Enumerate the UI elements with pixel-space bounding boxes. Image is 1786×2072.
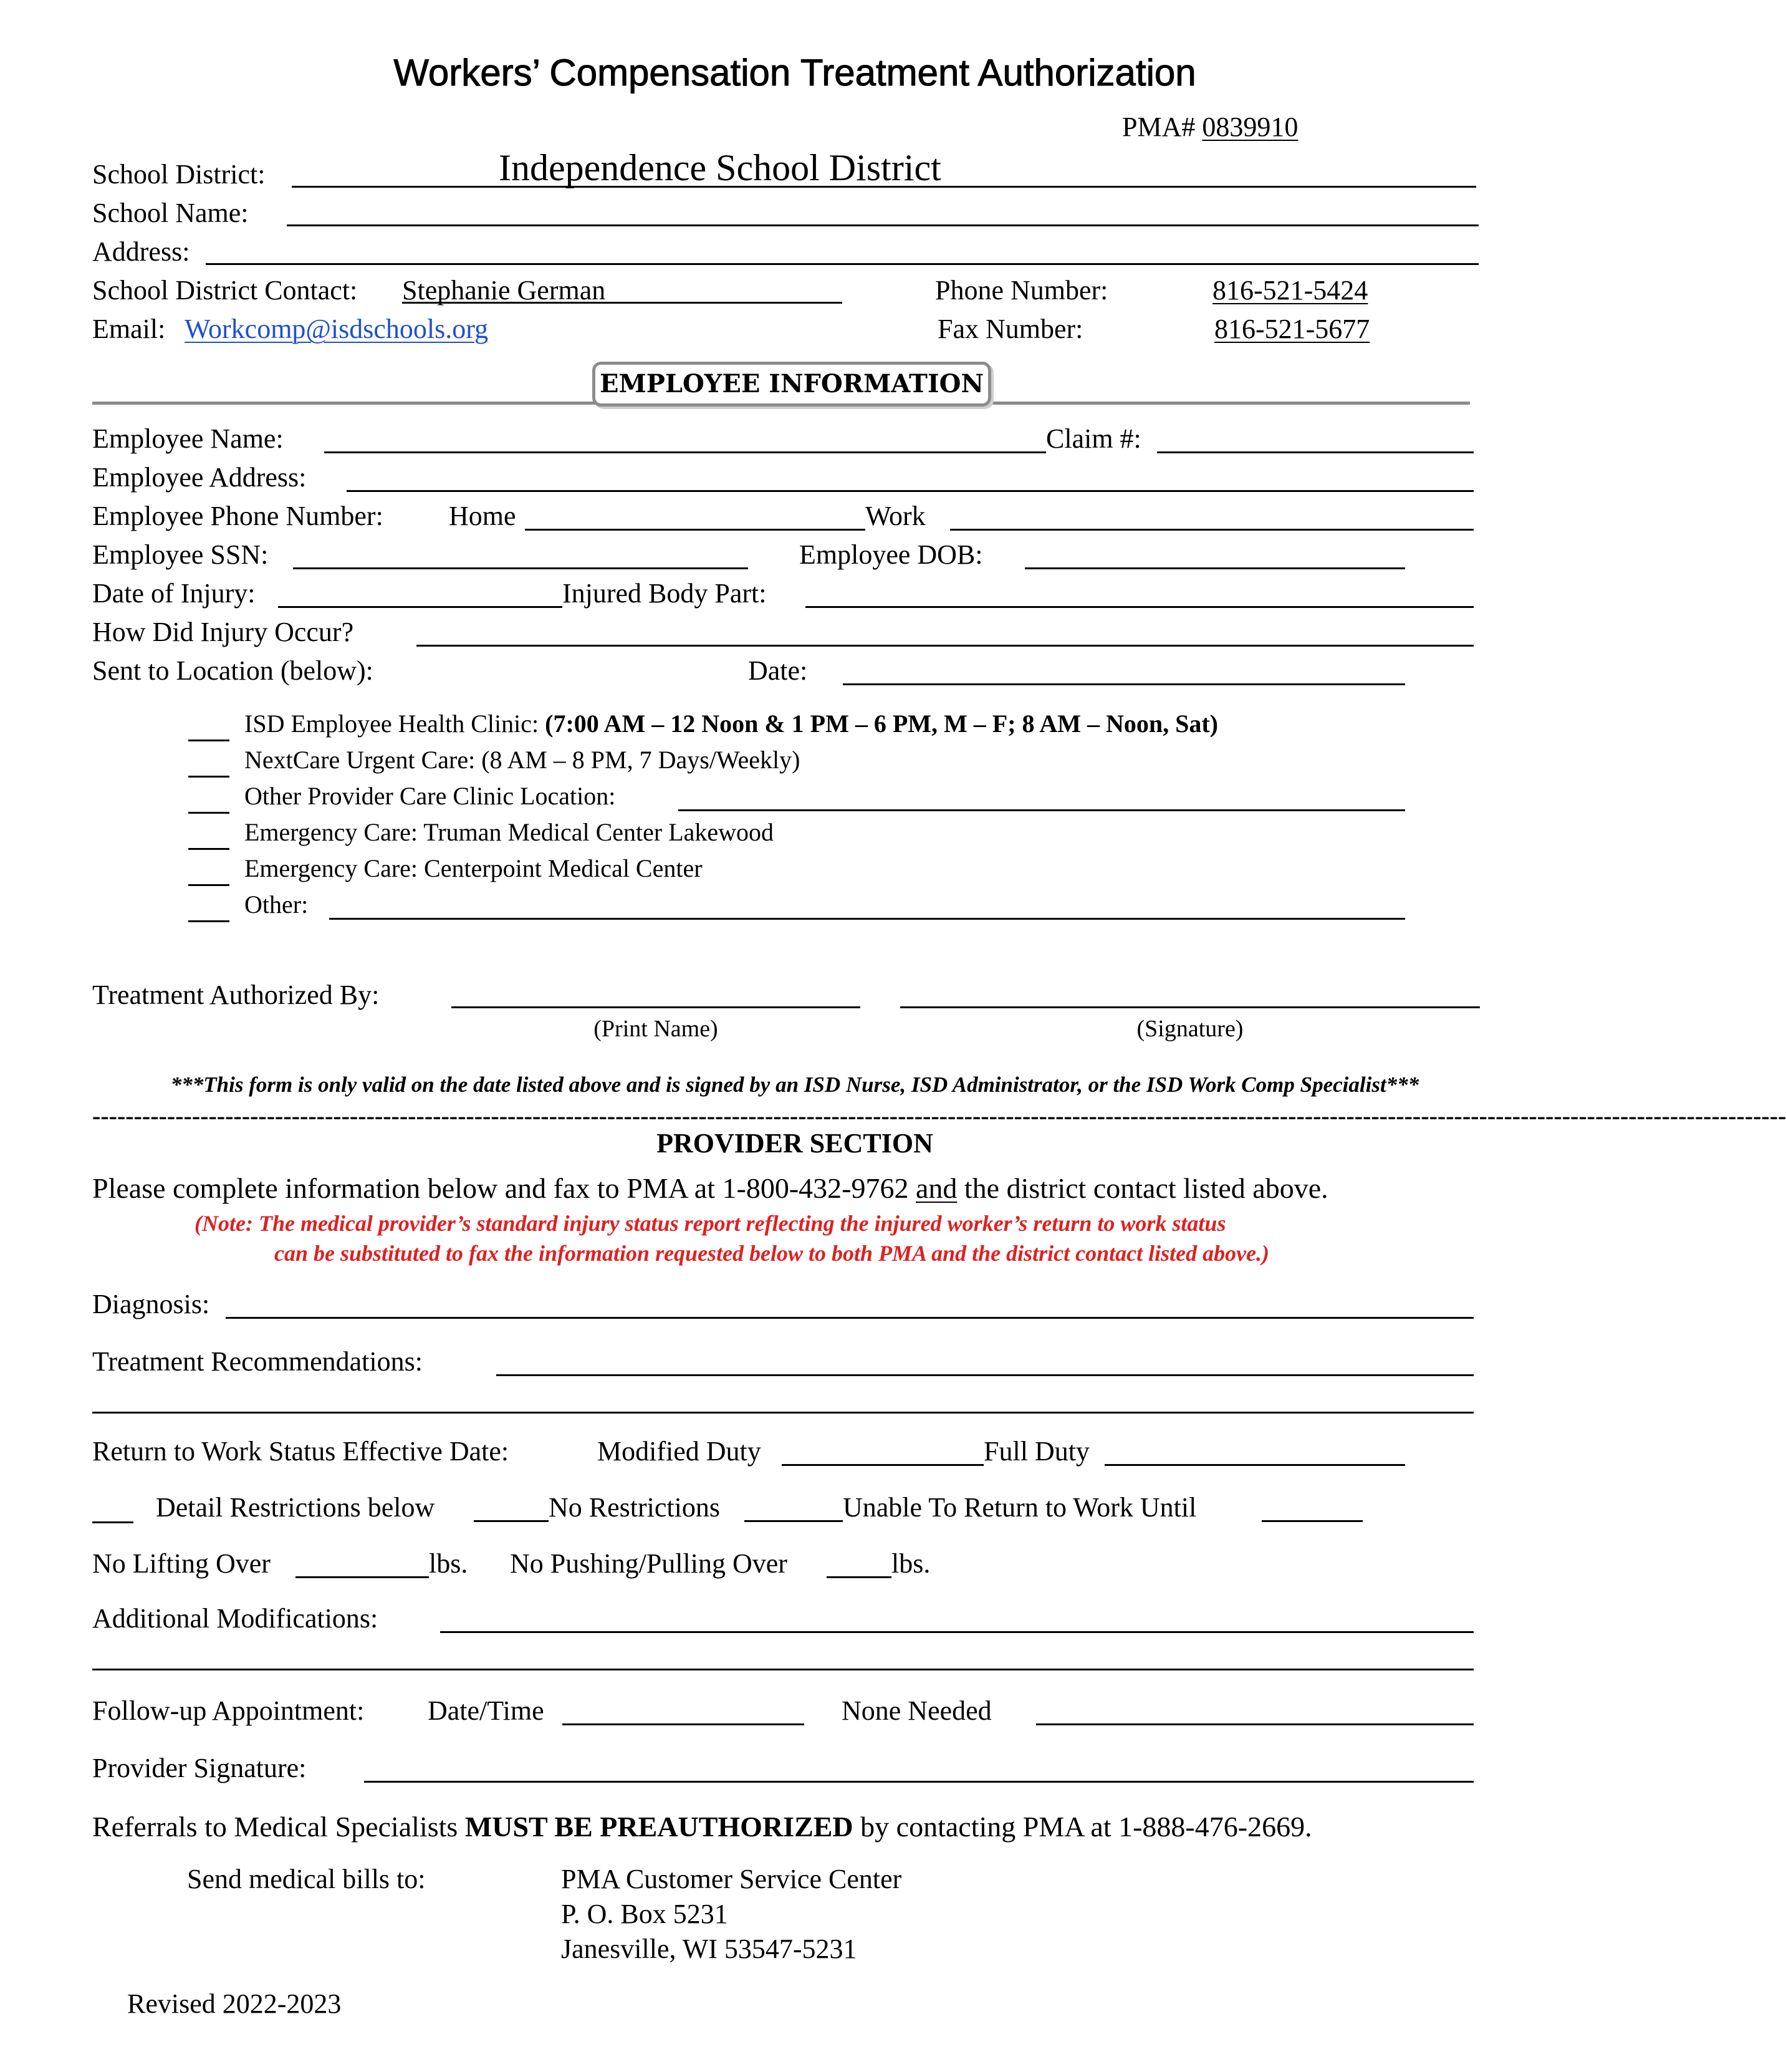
full-duty-field[interactable] [1105,1464,1405,1466]
dob-field[interactable] [1025,567,1405,569]
detail-restrictions-check[interactable] [92,1521,133,1523]
location-truman: Emergency Care: Truman Medical Center Lakewood [244,818,774,846]
school-name-field[interactable] [287,224,1479,226]
injury-date-label: Date of Injury: [92,578,256,609]
how-occurred-field[interactable] [416,645,1474,647]
lifting-label: No Lifting Over [92,1548,271,1579]
email-link[interactable]: Workcomp@isdschools.org [185,314,489,344]
followup-label: Follow-up Appointment: [92,1695,365,1726]
provider-signature-field[interactable] [364,1781,1474,1783]
followup-datetime-field[interactable] [562,1723,804,1725]
phone-label: Phone Number: [935,275,1108,306]
none-needed-label: None Needed [842,1695,992,1726]
validity-note: ***This form is only valid on the date listed above and is signed by an ISD Nurse, ISD Administrator, or the ISD Work Comp Specialist*** [170,1072,1419,1097]
location-centerpoint: Emergency Care: Centerpoint Medical Center [244,854,703,882]
full-duty-label: Full Duty [984,1436,1090,1467]
unable-label: Unable To Return to Work Until [843,1492,1197,1523]
location-check-isd-clinic[interactable] [188,740,229,741]
address-field[interactable] [206,263,1479,265]
location-check-nextcare[interactable] [188,776,229,778]
location-isd-clinic [244,708,1218,740]
unable-until-field[interactable] [1262,1520,1363,1522]
employee-name-label: Employee Name: [92,423,284,454]
location-nextcare: NextCare Urgent Care: (8 AM – 8 PM, 7 Days/Weekly) [244,746,800,774]
treatment-field-2[interactable] [92,1412,1474,1414]
bills-line3: Janesville, WI 53547-5231 [561,1934,857,1964]
work-label: Work [865,501,926,531]
body-part-field[interactable] [805,606,1474,608]
school-district-value[interactable]: Independence School District [499,147,941,188]
how-occurred-label: How Did Injury Occur? [92,617,354,647]
pushing-lbs: lbs. [891,1548,931,1579]
diagnosis-field[interactable] [226,1317,1474,1319]
location-check-other[interactable] [188,920,229,922]
location-check-truman[interactable] [188,848,229,850]
unable-check[interactable] [744,1520,843,1522]
injury-date-field[interactable] [278,606,562,608]
referrals-b: by contacting PMA at 1-888-476-2669. [853,1811,1312,1843]
sent-location-label: Sent to Location (below): [92,655,373,686]
contact-line [402,302,842,304]
employee-section-header: EMPLOYEE INFORMATION [592,362,991,407]
home-label: Home [449,501,516,531]
additional-label: Additional Modifications: [92,1603,378,1634]
form-title: Workers’ Compensation Treatment Authorization [393,52,1196,94]
provider-signature-label: Provider Signature: [92,1753,307,1783]
location-other-provider: Other Provider Care Clinic Location: [244,782,616,810]
pma-value: 0839910 [1202,112,1299,142]
lifting-lbs: lbs. [429,1548,468,1579]
ssn-label: Employee SSN: [92,539,269,570]
provider-instructions-and: and [915,1172,958,1204]
address-label: Address: [92,236,190,267]
lifting-field[interactable] [295,1576,429,1578]
dashed-divider: ------------------------------------------------------------------------------------------------------------------------------------------------------------------------------------------------------------ [92,1102,1786,1130]
pma-label: PMA# [1122,112,1203,142]
treatment-label: Treatment Recommendations: [92,1346,423,1377]
other-location-field[interactable] [329,918,1405,920]
employee-name-field[interactable] [324,451,1046,453]
ssn-field[interactable] [293,567,748,569]
location-isd-clinic-text: ISD Employee Health Clinic: [244,710,545,738]
modified-duty-label: Modified Duty [597,1436,761,1467]
fax-label: Fax Number: [938,314,1083,344]
authorized-by-label: Treatment Authorized By: [92,980,380,1010]
signature-field[interactable] [900,1006,1480,1008]
bills-line1: PMA Customer Service Center [561,1864,902,1894]
location-other: Other: [244,890,309,918]
print-name-caption: (Print Name) [593,1016,718,1042]
provider-note-line1: (Note: The medical provider’s standard injury status report reflecting the injured worker’s return to work status [194,1211,1226,1236]
provider-section-header: PROVIDER SECTION [656,1128,933,1159]
contact-value: Stephanie German [402,275,606,306]
pushing-field[interactable] [827,1576,891,1578]
phone-value: 816-521-5424 [1212,275,1368,306]
contact-label: School District Contact: [92,275,358,306]
additional-field-2[interactable] [92,1669,1474,1670]
treatment-field[interactable] [496,1374,1474,1376]
claim-field[interactable] [1157,451,1474,453]
bills-label: Send medical bills to: [187,1864,426,1894]
provider-instructions-b: the district contact listed above. [957,1172,1328,1204]
sent-date-field[interactable] [843,683,1405,685]
sent-date-label: Date: [748,655,808,686]
dob-label: Employee DOB: [799,539,983,570]
claim-label: Claim #: [1046,423,1141,454]
none-needed-field[interactable] [1036,1723,1474,1725]
location-check-other-provider[interactable] [188,812,229,814]
employee-address-field[interactable] [347,490,1474,492]
revised-label: Revised 2022-2023 [127,1988,342,2019]
additional-field[interactable] [440,1631,1474,1633]
pma-number [1122,111,1298,143]
referrals-bold: MUST BE PREAUTHORIZED [464,1811,853,1843]
school-name-label: School Name: [92,198,249,228]
detail-restrictions-label: Detail Restrictions below [156,1492,435,1523]
referrals-a: Referrals to Medical Specialists [92,1811,465,1843]
home-phone-field[interactable] [525,529,865,531]
provider-note-line2: can be substituted to fax the information requested below to both PMA and the district contact listed above.) [274,1241,1270,1266]
no-restrictions-check[interactable] [474,1520,549,1522]
rtw-label: Return to Work Status Effective Date: [92,1436,509,1467]
modified-duty-field[interactable] [782,1464,984,1466]
employee-phone-label: Employee Phone Number: [92,501,383,531]
work-phone-field[interactable] [950,529,1474,531]
pushing-label: No Pushing/Pulling Over [510,1548,787,1579]
provider-instructions-a: Please complete information below and fax to PMA at 1-800-432-9762 [92,1172,916,1204]
referrals-line [92,1811,1312,1843]
location-check-centerpoint[interactable] [188,884,229,886]
fax-value: 816-521-5677 [1214,314,1370,344]
body-part-label: Injured Body Part: [562,578,767,609]
employee-address-label: Employee Address: [92,462,307,493]
print-name-field[interactable] [451,1006,860,1008]
diagnosis-label: Diagnosis: [92,1289,210,1319]
other-provider-field[interactable] [678,809,1405,811]
no-restrictions-label: No Restrictions [549,1492,720,1523]
school-district-label: School District: [92,159,266,190]
location-isd-clinic-hours: (7:00 AM – 12 Noon & 1 PM – 6 PM, M – F; 8 AM – Noon, Sat) [545,710,1219,738]
provider-instructions [92,1172,1328,1205]
followup-datetime-label: Date/Time [428,1695,544,1726]
bills-line2: P. O. Box 5231 [561,1899,728,1929]
email-label: Email: [92,314,166,344]
signature-caption: (Signature) [1136,1016,1244,1042]
